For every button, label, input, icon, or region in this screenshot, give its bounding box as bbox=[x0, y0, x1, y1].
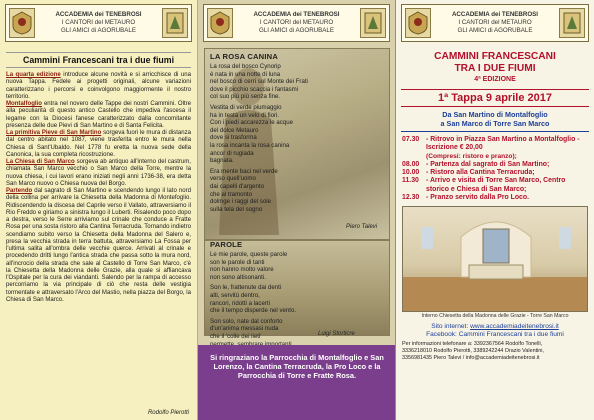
cantori-seal-icon bbox=[559, 8, 585, 38]
stage-title: 1ª Tappa 9 aprile 2017 bbox=[401, 89, 589, 107]
schedule-item bbox=[402, 161, 588, 169]
poem-line: dove il picchio scaccia i fantasmi bbox=[210, 85, 299, 93]
poem2-author: Luigi Storticre bbox=[318, 331, 355, 337]
thanks-footer: Si ringraziano la Parrocchia di Montalfoglio e San Lorenzo, la Cantina Terracruda, la Pro Loco e la Parrocchia di Torre e Fratte Rosa. bbox=[198, 345, 396, 420]
paragraph bbox=[6, 72, 191, 101]
schedule-desc: - Partenza dal sagrato di San Martino; bbox=[426, 160, 550, 168]
schedule-list bbox=[402, 136, 588, 202]
poem-line: che il 'colle dei lieti' bbox=[210, 332, 262, 340]
academy-line3: GLI AMICI di AGORUBALE bbox=[259, 27, 334, 34]
route-line2: a San Marco di Torre San Marco bbox=[440, 118, 550, 128]
paragraph-lead: La primitiva Pieve di San Martino bbox=[6, 130, 102, 136]
schedule-time: 07.30 bbox=[402, 136, 420, 143]
academy-line2: I CANTORI del METAURO bbox=[458, 19, 532, 26]
paragraph-lead: Partendo bbox=[6, 188, 33, 194]
academy-name bbox=[35, 11, 162, 35]
schedule-time: 10.00 bbox=[402, 169, 420, 177]
academy-line1: ACCADEMIA dei TENEBROSI bbox=[451, 11, 539, 18]
poem-line: ancor di rugiada bbox=[210, 149, 254, 157]
paragraph-text: introduce alcune novità e si arricchisce di una nuova Tappa. Fedele ai progetti originali, alcune variazioni caratterizzano i percorsi e coinvolgono maggiormente il nostro territorio. bbox=[6, 72, 191, 100]
right-panel bbox=[396, 0, 594, 420]
cantori-seal-icon bbox=[360, 8, 386, 38]
academy-seal-icon bbox=[9, 8, 35, 38]
route-line1: Da San Martino di Montalfoglio bbox=[442, 110, 548, 119]
schedule-time: 12.30 bbox=[402, 194, 420, 202]
academy-line2: I CANTORI del METAURO bbox=[61, 19, 136, 26]
poem-line: son le parole di tanti bbox=[210, 258, 265, 266]
title-line2: TRA I DUE FIUMI bbox=[454, 63, 536, 74]
poem-line: non sono altisonanti. bbox=[210, 273, 266, 281]
schedule-note: (Compresi: ristoro e pranzo); bbox=[426, 152, 517, 160]
parole-poem bbox=[210, 251, 390, 348]
poem-line: è nata in una notte di luna bbox=[210, 70, 281, 78]
website-link[interactable]: www.accademiadeitenebrosi.it bbox=[470, 323, 559, 331]
paragraph bbox=[6, 188, 191, 304]
panel1-title: Cammini Francescani tra i due fiumi bbox=[6, 52, 191, 68]
paragraph bbox=[6, 101, 191, 130]
parole-title: PAROLE bbox=[210, 240, 243, 249]
info-line2: 3336218010 Rodolfo Pierotti, 3389242244 Orazio Valentini, bbox=[402, 347, 544, 354]
left-panel bbox=[0, 0, 198, 420]
poem-line: alti, servitù dentro, bbox=[210, 291, 260, 299]
panel1-body bbox=[6, 72, 191, 304]
image-caption: Interno Chiesetta della Madonna delle Grazie - Torre San Marco bbox=[421, 313, 569, 320]
schedule-desc: - Pranzo servito dalla Pro Loco. bbox=[426, 194, 529, 202]
poem-line: Era mente baci nel verde bbox=[210, 167, 278, 175]
poem-line: dove si trasforma bbox=[210, 134, 257, 142]
poem-line: Vestita di verde piumaggio bbox=[210, 103, 282, 111]
cantori-seal-icon bbox=[162, 8, 188, 38]
schedule-desc: - Ristoro alla Cantina Terracruda; bbox=[426, 169, 535, 177]
paragraph bbox=[6, 130, 191, 159]
rosa-canina-poem bbox=[210, 63, 390, 213]
contacts bbox=[396, 323, 594, 339]
poem-line: dolmge i raggi del sole bbox=[210, 198, 271, 206]
poem-line: Son solo, nate dal conforto bbox=[210, 317, 283, 325]
academy-header-2 bbox=[203, 4, 390, 42]
signature: Rodolfo Pierotti bbox=[147, 410, 189, 416]
schedule-time: 08.00 bbox=[402, 160, 420, 168]
church-interior-image bbox=[402, 206, 588, 312]
church-altar-icon bbox=[403, 207, 588, 312]
academy-line1: ACCADEMIA dei TENEBROSI bbox=[253, 11, 340, 18]
paragraph-lead: La quarta edizione bbox=[6, 72, 61, 78]
main-title bbox=[396, 51, 594, 75]
academy-line3: GLI AMICI di AGORUBALE bbox=[457, 27, 533, 34]
poem-line: col suo più più senza fine. bbox=[210, 93, 281, 101]
poem-line: Le mie parole, queste parole bbox=[210, 251, 288, 258]
academy-name-2 bbox=[233, 11, 360, 35]
poem-line: che al tramonto bbox=[210, 190, 253, 198]
schedule-item bbox=[402, 136, 588, 161]
academy-header bbox=[5, 4, 192, 42]
schedule-item bbox=[402, 194, 588, 202]
poem-line: verso quell'uomo bbox=[210, 175, 256, 183]
poem-line: rancori, ridotti a lacerti bbox=[210, 299, 270, 307]
poem-line: ha in testa un velo di fiori. bbox=[210, 111, 280, 119]
paragraph-text: sorgeva fuori le mura di distanza dal centro abitato nel 1087, viene trasferita entro le mura nella Chiesa di Sant'Ubaldo. Nel 1778 fu eretta la nuova sede della Canonica, la sua completa ricostruzione. bbox=[6, 130, 191, 158]
middle-panel bbox=[198, 0, 396, 420]
title-line1: CAMMINI FRANCESCANI bbox=[434, 51, 556, 62]
academy-seal-icon bbox=[405, 8, 431, 38]
paragraph-text: entra nel novero delle Tappe dei nostri Cammini. Oltre alla peculiarità di questo antico Castello che impediva l'ascesa il legame con la Diocesi fanese caratterizzato dalla concomitante presenza delle due Pievi di San Martino e di Santa Felicita. bbox=[6, 101, 191, 129]
paragraph-text: sorgeva ab antiquo all'interno del castrum, chiamata San Marco vecchio o San Marco della Torre, mentre la nuova chiesa, i cui lavori erano iniziati negli anni 1736-38, era detta San Marco nuovo o Chiesa nuova del Borgo. bbox=[6, 159, 191, 187]
schedule-item bbox=[402, 177, 588, 194]
academy-line3: GLI AMICI di AGORUBALE bbox=[61, 27, 136, 34]
phone-info bbox=[402, 341, 588, 361]
poem-line: dai capelli d'argento bbox=[210, 182, 265, 190]
rosa-canina-title: LA ROSA CANINA bbox=[210, 52, 279, 61]
schedule-time: 11.30 bbox=[402, 177, 419, 185]
paragraph-text: dal sagrato di San Martino e scendendo lungo il lato nord della collina per arrivare la Chiesetta della Madonna di Montefoglio. Ridiscendendo la discesa del Caprile verso il Vallato, attraversiamo il Rio Freddo e giriamo a sinistra lungo il Luberti. Risalendo poco dopo a destra, verso le Serre arriviamo sul crinale che conduce a Fratte Rosa per una sosta ristoro alla Cantina Terracruda. Tornando indietro scendiamo subito verso la Chiesetta della Madonna del Salero e, presa la vecchia strada in terra battuta, attraversiamo La Fossa per l'ultima salita all'ombra delle vecchie querce. Arrivati al crinale e procedendo dritti lungo l'antica strada che passa sotto la mura nord, all'incrocio della strada che sale al Castello di Torre San Marco, c'è la Chiesetta della Madonna delle Grazie, alla quale si affiancava l'Ospitale per la cura dei viandanti. Salendo per la rampa di accesso percorriamo la via principale di ciò che resta delle vestigia tormentate e attraversato l'Arco del Mastio, nella piazza del Borgo, la Chiesa di San Marco. bbox=[6, 188, 191, 303]
poem-line: Son le, frattenute dai denti bbox=[210, 284, 282, 292]
academy-seal-icon bbox=[207, 8, 233, 38]
paragraph bbox=[6, 159, 191, 188]
poem-line: Con i piedi accarezza le acque bbox=[210, 119, 293, 127]
schedule-desc: - Arrivo e visita di Torre San Marco, Centro storico e Chiesa di San Marco; bbox=[426, 177, 566, 193]
schedule-desc: - Ritrovo in Piazza San Martino a Montalfoglio - Iscrizione € 20,00 (Compresi: ristoro e pranzo); bbox=[426, 136, 588, 161]
academy-line2: I CANTORI del METAURO bbox=[259, 19, 334, 26]
paragraph-lead: La Chiesa di San Marco bbox=[6, 159, 75, 165]
poem-line: la rosa incanta la rosa canina bbox=[210, 141, 290, 149]
schedule-item bbox=[402, 169, 588, 177]
poem1-author: Piero Talevi bbox=[346, 224, 378, 230]
site-label: Sito internet: bbox=[431, 323, 469, 331]
edition-label: 4ª EDIZIONE bbox=[474, 76, 516, 83]
info-line3: 3356981435 Piero Talevi / info@accademiadeitenebrosi.it bbox=[402, 354, 540, 361]
academy-line1: ACCADEMIA dei TENEBROSI bbox=[55, 11, 142, 18]
poem-line: che il tempo disperde nel vento. bbox=[210, 307, 297, 315]
facebook-link[interactable]: Facebook: Cammini Francescani tra i due fiumi bbox=[426, 331, 564, 339]
info-line1: Per informazioni telefonare a: 3392367564 Rodolfo Tonelli, bbox=[402, 341, 543, 348]
poem-line: La rosa del bosco Cynorip bbox=[210, 63, 281, 70]
poem-line: d'un'anima messasi nuda bbox=[210, 325, 279, 333]
poem-line: sulla tela del sogno bbox=[210, 205, 263, 213]
academy-name-3 bbox=[431, 11, 559, 35]
poem-line: del dolce Metauro bbox=[210, 126, 259, 134]
poem-line: bagnata. bbox=[210, 157, 234, 165]
poem-line: nel bosco di cerri sul Monte dei Frati bbox=[210, 78, 308, 86]
poem-line: non hanno molto valore bbox=[210, 266, 274, 274]
paragraph-lead: Montalfoglio bbox=[6, 101, 42, 107]
academy-header-3 bbox=[401, 4, 589, 42]
route bbox=[401, 111, 589, 132]
